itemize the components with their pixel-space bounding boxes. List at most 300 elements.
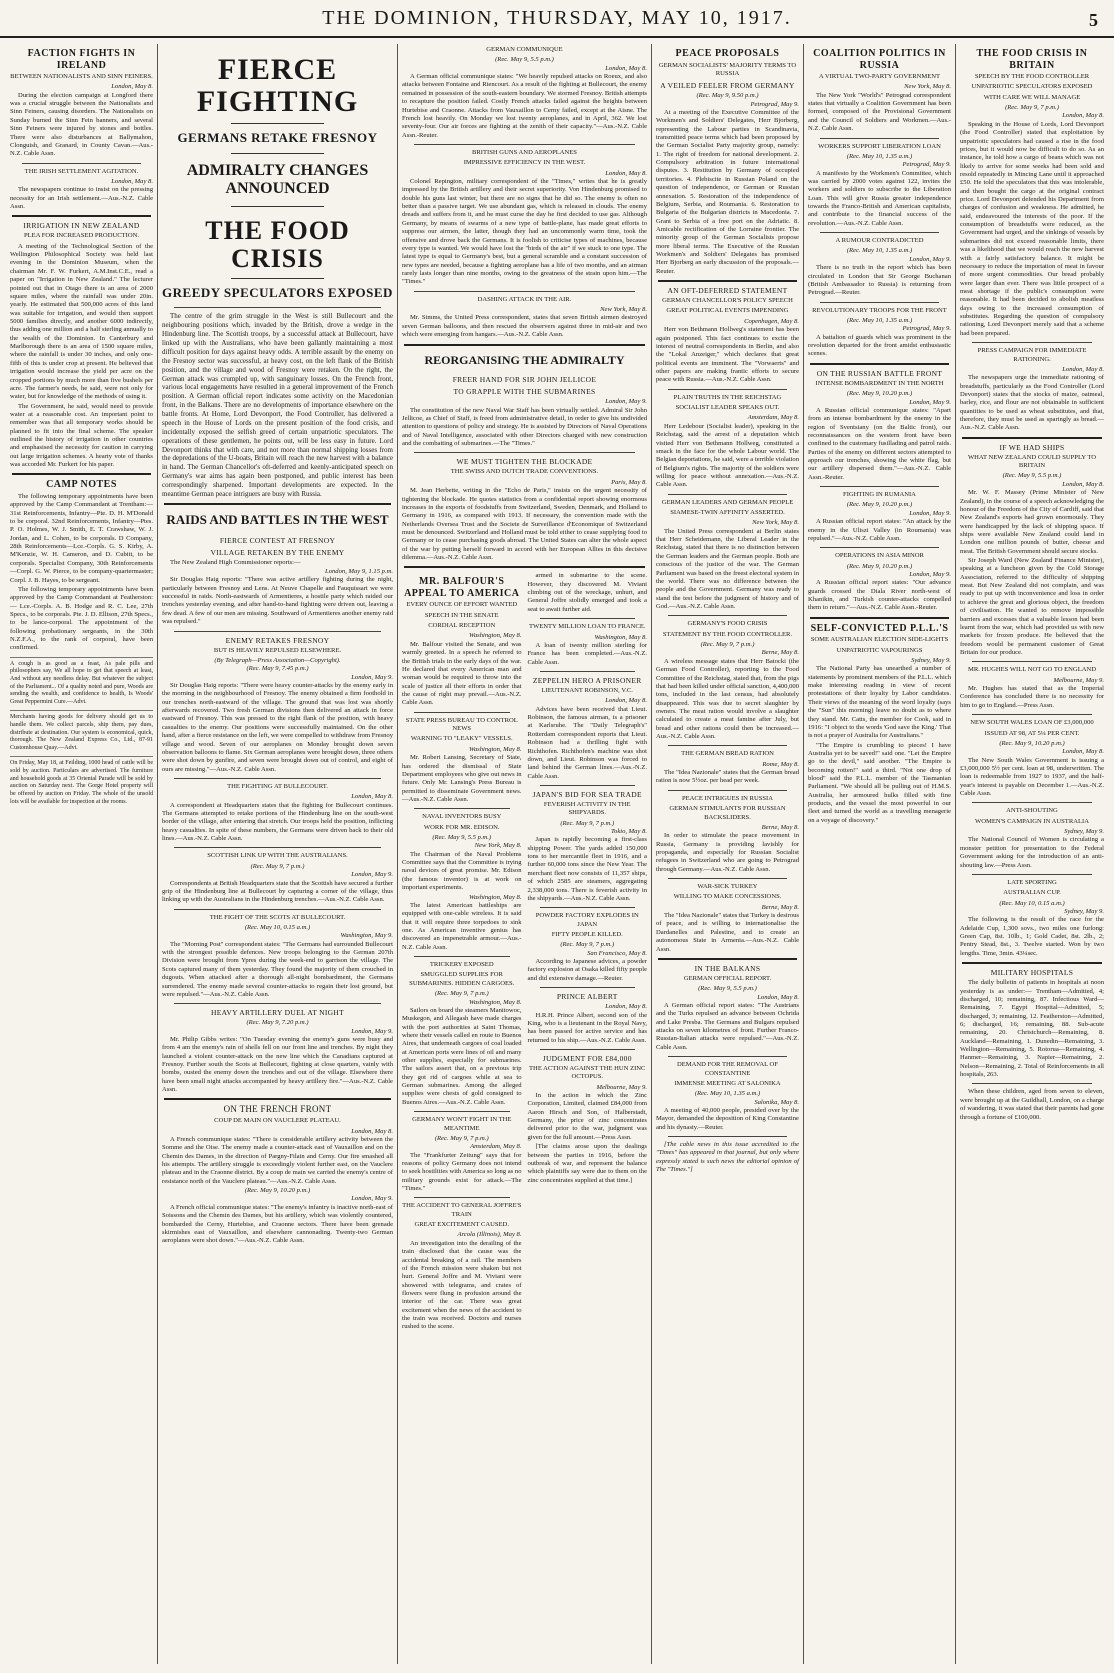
article-body: During the election campaign at Longford there was a crucial struggle between the Nationalists and Sinn Feiners, causing disorders. The Nationalists on Sunday burned the Sinn Fein banners, and several Sinn Feiners were injured by stones and bottles. There were also disturbances at Ballymahon, Clonguish, and Granard, in County Cavan.—Aus.-N.Z. Cable Assn. bbox=[10, 91, 153, 158]
subhead: TO GRAPPLE WITH THE SUBMARINES bbox=[453, 387, 596, 397]
dateline: Washington, May 8. bbox=[468, 632, 522, 640]
divider bbox=[820, 232, 939, 233]
headline: IRRIGATION IN NEW ZEALAND bbox=[23, 221, 140, 231]
divider bbox=[414, 712, 510, 713]
headline: REORGANISING THE ADMIRALTY bbox=[424, 352, 625, 367]
article-body: Sir Douglas Haig reports: "There were heavy counter-attacks by the enemy early in the morning in the neighbourhood of Fresnoy. The enemy obtained a firm foothold in our trenches north-eastward of the village. The ground that was lost was shortly afterwards recovered. Two fresh German divisions then delivered an attack in force eastward of Fresnoy. This was pressed to the right flank of the position, with heavy casualties to the enemy. Our positions were successfully maintained. On the other hand, after a fierce resistance on the left, we were compelled to withdraw from Fresnoy village and wood. Seven of our aeroplanes on Monday brought down seven observation balloons to flame. Six German aeroplanes were brought down, three others were shot down by gunfire, and seven were brought down out of control, and eight of ours are missing."—Aus.-N.Z. Cable Assn. bbox=[162, 682, 393, 773]
subhead: BETWEEN NATIONALISTS AND SINN FEINERS. bbox=[10, 73, 153, 80]
divider bbox=[972, 874, 1092, 875]
article-body: The constitution of the new Naval War Staff has been virtually settled. Admiral Sir John Jellicoe, as Chief of Staff, is freed from administrative detail, in order to give his undivided attention to questions of policy and strategy. He is assisted by Directors of Naval Operations and of Naval Intelligence, associated with other Directors charged with new construction and the combatting of submarines.—The "Times." bbox=[402, 406, 647, 448]
dateline: London, May 9, 1.15 p.m. bbox=[325, 568, 393, 576]
dateline: New York, May 8. bbox=[474, 842, 522, 850]
divider bbox=[668, 790, 787, 791]
subhead: FIGHTING IN RUMANIA bbox=[843, 491, 916, 499]
divider bbox=[231, 206, 323, 207]
dateline: London, May 9. bbox=[909, 255, 951, 263]
divider bbox=[972, 342, 1092, 343]
subhead: ANTI-SHOUTING bbox=[1006, 807, 1058, 815]
headline: AN OFT-DEFERRED STATEMENT bbox=[667, 286, 788, 296]
article-body: Mr. W. F. Massey (Prime Minister of New Zealand), in the course of a speech acknowledging the honour of the Freedom of the City of Cardiff, said that New Zealand's exports had grown enormously. They were handicapped by the lack of shipping space. If ships were available New Zealand could land in London one million pounds of butter, cheese and meat. The British Government should secure stocks. bbox=[960, 489, 1104, 555]
article-body: A loan of twenty million sterling for France has been completed.—Aus.-N.Z. Cable Assn. bbox=[527, 641, 647, 666]
divider bbox=[414, 1111, 510, 1112]
subhead: PRINCE ALBERT bbox=[556, 992, 618, 1002]
received-time: (Rec. May 9, 10.20 p.m.) bbox=[846, 501, 913, 509]
article-body: Sir Joseph Ward (New Zealand Finance Minister), speaking at a luncheon given by the Cold Storage Association, referred to the difficulty of shipping meat. But New Zealand did not complain, and was ready to put up with inconvenience and loss in order to achieve the great and glorious object, the freedom of civilisation. He wanted to remove impossible barriers and excesses that a valuable lesson had been learnt from the war, which had provided us with new markets for frozen produce. He believed that the freedom would be permanent customer of Great Britain for our produce. bbox=[960, 557, 1104, 656]
main-subhead: GREEDY SPECULATORS EXPOSED bbox=[162, 284, 393, 300]
subhead: JUDGMENT FOR £84,000 bbox=[542, 1053, 632, 1063]
subhead: WORK FOR MR. EDISON. bbox=[423, 823, 500, 831]
subhead: WILLING TO MAKE CONCESSIONS. bbox=[673, 893, 782, 901]
article-body: A German official communique states: "We heavily repulsed attacks on Roeux, and also attacks between Fontaine and Riencourt. As a result of the fighting at Bullecourt, the enemy remained in possession of the south-eastern boundary. We stormed Fresnoy. British attempts to recapture the position failed. Costly French attacks failed against the heights between Hurtebise and Craonne. Attacks from Vauxaillon to Cerny failed, except at the Aisne. The French lost heavily. On Monday we lost twenty aeroplanes, and in April, 362. We lost seventy-four. Our air forces are fighting at the zenith of their capacity."—Aus.-N.Z. Cable Assn.-Reuter. bbox=[402, 73, 647, 139]
received-time: (Rec. May 9, 7 p.m.) bbox=[560, 941, 615, 949]
advertisement: On Friday, May 18, at Feilding, 1000 head of cattle will be sold by auction. Particulars are advertised. The furniture and household goods at 35 Oriental Parade will be sold by auction on Saturday next. The Gorge Hotel property will be offered by auction on Friday. The whole of the unsold lots will be available for inspection at the rooms. bbox=[10, 756, 153, 806]
article-body: Advices have been received that Lieut. Robinson, the famous airman, is a prisoner at Karlsruhe. The "Daily Telegraph's" Rotterdam correspondent reports that Lieut. Robinson had a thrilling fight with Richthofen. Richthofen's machine was shot down, and Lieut. Robinson was forced to land behind the German lines.—Aus.-N.Z. Cable Assn. bbox=[527, 705, 647, 780]
received-time: (Rec. May 9, 7 p.m.) bbox=[700, 641, 755, 649]
divider bbox=[668, 615, 787, 616]
article-body: According to Japanese advices, a powder factory explosion at Osaka killed fifty people and did extensive damage.—Reuter. bbox=[527, 958, 647, 982]
dateline: London, May 8. bbox=[111, 83, 153, 91]
subhead: WOMEN'S CAMPAIGN IN AUSTRALIA bbox=[975, 817, 1089, 825]
dateline: Arcola (Illinois), May 8. bbox=[457, 1231, 522, 1239]
divider bbox=[404, 566, 645, 568]
divider bbox=[231, 153, 323, 154]
dateline: Sydney, May 9. bbox=[911, 656, 951, 664]
editorial-note: [The cable news in this issue accredited to the "Times" has appeared in that journal, but only where expressly stated is such news the editorial opinion of The "Times."] bbox=[656, 1141, 799, 1174]
subhead: WARNING TO "LEAKY" VESSELS. bbox=[410, 735, 513, 743]
divider bbox=[540, 1049, 636, 1050]
received-time: (Rec. May 9, 7 p.m.) bbox=[434, 1134, 489, 1142]
article-body: M. Jean Herbette, writing in the "Echo de Paris," insists on the urgent necessity of tightening the blockade. He quotes statistics from a confidential report showing enormous increases in the exports of foodstuffs from Switzerland, Sweden, Denmark, and Holland to Germany in 1916, as compared with 1913. If necessary, the convention made with the Netherlands Oversea Trust and the Societe de Surveillance d'Economique of Switzerland must be denounced. Switzerland and Holland must be told either to cease supplying food to Germany or to cease purchasing goods abroad. The United States can alter the whole aspect of the war by putting herself forward in accord with her European Allies in this decisive dilemma.—Aus.-N.Z. Cable Assn. bbox=[402, 487, 647, 562]
divider bbox=[414, 956, 510, 957]
subhead: LIEUTENANT ROBINSON, V.C. bbox=[541, 687, 633, 694]
divider bbox=[12, 215, 151, 217]
subhead: SPEECH BY THE FOOD CONTROLLER bbox=[974, 73, 1090, 80]
subhead: TWENTY MILLION LOAN TO FRANCE. bbox=[528, 623, 646, 631]
article-body: The New Zealand High Commissioner reports:— bbox=[170, 558, 301, 566]
article-body: The newspapers urge the immediate rationing of breadstuffs, particularly as the Food Controller (Lord Devonport) states that the stocks of maize, oatmeal, barley, rice, and flour are not obtainable in sufficient quantities to be used as wheat substitutes, and that, therefore, they must be used as sparingly as bread.—Aus.-N.Z. Cable Assn. bbox=[960, 374, 1104, 432]
subhead: THE FIGHTING AT BULLECOURT. bbox=[227, 782, 328, 790]
divider bbox=[540, 785, 636, 786]
received-time: (Rec. May 10, 0.15 a.m.) bbox=[999, 899, 1065, 907]
article-body: armed in submarine to the scene. However, they discovered M. Viviani climbing out of the wreckage, unhurt, and General Joffre stolidly emerged and took a seat to await further aid. bbox=[527, 572, 647, 613]
article-body: A Russian official report states: "An attack by the enemy in the Uliszi Valley (in Roumania) was repulsed."—Aus.-N.Z. Cable Assn. bbox=[808, 518, 951, 542]
dateline: Berne, May 8. bbox=[761, 649, 799, 657]
article-body: The following temporary appointments have been approved by the Camp Commandant at Featherston:— Lce.-Corpls. A. B. Hodge and R. C. Lee, 27th Specs., to be corporals. Pte. J. D. Ellison, 27th Specs., to be lance-corporal. The appointment of the following probationary sergeants, in the 30th N.Z.F.A., to the rank of corporal, have been confirmed. bbox=[10, 585, 153, 652]
subhead: A VIRTUAL TWO-PARTY GOVERNMENT bbox=[818, 73, 941, 80]
article-body: Speaking in the House of Lords, Lord Devonport (the Food Controller) stated that exploitation by unpatriotic speculators had caused a rise in the food prices, but it would now be difficult to do so. As an instance, he told how a cargo of beans which was not likely to arrive for some weeks had been sold and resold repeatedly in Mincing Lane until it approached £50. He told the speculators that this was intolerable, and then bought the cargo at the original contract price. Lord Devonport defended his Department from charges of confusion and weakness. He admitted, he said, endeavoured the interests of the poor. If the consumption of breadstuffs were reduced, as the Government had urged, and the sinkings of vessels by submarines did not exceed reasonable limits, there was a likelihood that we would reach the new harvest with a fairly satisfactory balance. It might be necessary to reduce the importation of meat in favour of more urgent commodities. Our bread probably were larger than ever. There was little prospect of a meat shortage if the public's consumption were reasonable. It had been decided to abolish meatless days owing to the increased consumption of substitutes. Regarding the question of compulsory rationing, Lord Devonport merely said that a scheme had been prepared. bbox=[960, 120, 1104, 337]
dateline: London, May 8. bbox=[1062, 748, 1104, 756]
dateline: London, May 8. bbox=[605, 64, 647, 72]
article-body: Mr. Hughes has stated that as the Imperial Conference has concluded there is no necessity for him to go to England.—Press Assn. bbox=[960, 685, 1104, 709]
received-time: (Rec. May 9, 7 p.m.) bbox=[250, 862, 305, 870]
dateline: New York, May 8. bbox=[752, 519, 799, 527]
article-body: The National Council of Women is circulating a monster petition for presentation to the Federal Government asking for the introduction of an anti-shouting law.—Press Assn. bbox=[960, 836, 1104, 869]
divider bbox=[658, 280, 797, 282]
article-body: [The claims arose upon the dealings between the parties in 1916, before the outbreak of war, and represent the balance which plaintiffs say were due to them on the zinc concentrates supplied at that time.] bbox=[527, 1143, 647, 1184]
dateline: Paris, May 8. bbox=[611, 478, 647, 486]
received-time: (Rec. May 9, 5.5 p.m.) bbox=[432, 834, 492, 842]
divider bbox=[164, 1098, 391, 1100]
article-body: The "Morning Post" correspondent states: "The Germans had surrounded Bullecourt with the strongest possible defences. New troops belonging to the German 207th Division were brought from Ypres during the week-end to garrison the village. The Scots captured many of them yesterday. They found the majority of them crouched in dugouts. When attacked after a thorough all-night bombardment, the Germans surrendered. The enemy made several counter-attacks to regain their lost ground, but were repulsed."—Aus.-N.Z. Cable Assn. bbox=[162, 940, 393, 998]
dateline: London, May 9. bbox=[351, 1027, 393, 1035]
divider bbox=[972, 714, 1092, 715]
article-body: A French communique states: "There is considerable artillery activity between the Somme and the Oise. The enemy made a counter-attack east of Vauxaillon and on the Chemin des Dames, in the direction of Pargny-Filain and Cerny. Our fire smashed all his attempts. The artillery struggle is exceedingly violent further east, on the Vauclere plateau and in the Craonne district. By a coup de main we carried the enemy's centre of resistance north of the Vauclere plateau."—Aus.-N.Z. Cable Assn. bbox=[162, 1135, 393, 1185]
divider bbox=[174, 909, 381, 910]
subhead: WHAT NEW ZEALAND COULD SUPPLY TO BRITAIN bbox=[967, 453, 1097, 470]
subhead: IMPRESSIVE EFFICIENCY IN THE WEST. bbox=[463, 159, 586, 167]
subhead: GERMAN STIMULANTS FOR RUSSIAN BACKSLIDERS. bbox=[669, 805, 786, 821]
byline: (By Telegraph—Press Association—Copyright). bbox=[214, 656, 341, 664]
received-time: (Rec. May 9, 10.20 p.m.) bbox=[846, 390, 913, 398]
article-body: The "Idea Nazionale" states that Turkey is desirous of peace, and is willing to internationalise the Dardanelles and Palestine, and to create an autonomous State in Armenia.—Aus.-N.Z. Cable Assn. bbox=[656, 912, 799, 953]
divider bbox=[810, 363, 949, 365]
article-body: At a meeting of the Executive Committee of the Workmen's and Soldiers' Delegates, Herr Bjorberg, representing the Labour parties in Scandinavia, transmitted peace terms which had been proposed by the German Socialist Party majority group, namely: 1. The right of freedom for national development. 2. Compulsory arbitration in future international disputes. 3. Restitution by Germany of occupied territories. 4. Plebiscite in Russian Poland on the question of independence, or German or Russian annexation. 5. Restoration of the independence of Belgium, Serbia, and Roumania. 6. Restoration to Bulgaria of the Bulgarian districts in Macedonia. 7. Grant to Serbia of a free port on the Adriatic. 8. Amicable rectification of the Lorraine frontier. The minority group of the German Socialists propose more liberal terms. The Executive of the Russian Workmen's and Soldiers' Delegates has promised Herr Bjorberg an early discussion of the proposals.—Reuter. bbox=[656, 108, 799, 275]
article-body: The latest American battleships are equipped with one-cable wireless. It is said that it will require three torpedoes to sink one. As American inventive genius has discovered an impenetrable armour.—Aus.-N.Z. Cable Assn. bbox=[402, 901, 522, 951]
divider bbox=[962, 962, 1102, 964]
divider bbox=[540, 671, 636, 672]
main-headline: FIERCE FIGHTING bbox=[196, 53, 359, 118]
received-time: (Rec. May 9, 5.5 p.m.) bbox=[698, 985, 757, 993]
subhead: UNPATRIOTIC VAPOURINGS bbox=[836, 646, 923, 654]
divider bbox=[668, 494, 787, 495]
article-body: The United Press correspondent at Berlin states that Herr Scheidemann, the Liberal Leader in the Reichstag, stated that there is no distinction between the German leaders and the German people. Both are conscious of the justice of the war. The German Parliament was based on the freest electoral system in the world. There was no difference between the people and the Government. Germany was ready to stand the test before the judgment of history and of God.—Aus.-N.Z. Cable Assn. bbox=[656, 527, 799, 610]
article-body: Herr von Bethmann Hollweg's statement has been again postponed. This fact continues to excite the interest of neutral correspondents in Berlin, and also the "Lokal Anzeiger," which declares that great political events are imminent. The "Vorwaerts" and other papers are making frantic efforts to secure peace with Russia.—Aus.-N.Z. Cable Assn. bbox=[656, 326, 799, 384]
subhead: PEACE INTRIGUES IN RUSSIA bbox=[681, 794, 774, 802]
sub-column-left bbox=[402, 572, 522, 1332]
subhead: GREAT POLITICAL EVENTS IMPENDING bbox=[666, 307, 789, 315]
subhead: GERMAN COMMUNIQUE bbox=[486, 46, 563, 53]
subhead: GERMAN OFFICIAL REPORT. bbox=[683, 974, 772, 982]
subhead: FIERCE CONTEST AT FRESNOY bbox=[219, 535, 336, 545]
received-time: (Rec. May 9, 5.5 p.m.) bbox=[1002, 472, 1062, 480]
dateline: Salonika, May 8. bbox=[754, 1098, 799, 1106]
dateline: London, May 8. bbox=[351, 1127, 393, 1135]
divider bbox=[231, 278, 323, 279]
received-time: (Rec. May 10, 1.35 a.m.) bbox=[846, 316, 913, 324]
article-body: Mr. Balfour visited the Senate, and was warmly greeted. In a speech he referred to the British trials in the early days of the war. He declared that every American man and woman would be required to throw into the scale of justice all their efforts in order that the cause of right may prevail.—Aus.-N.Z. Cable Assn. bbox=[402, 640, 522, 707]
subhead: WE MUST TIGHTEN THE BLOCKADE bbox=[456, 457, 593, 467]
received-time: (Rec. May 9, 10.20 p.m.) bbox=[846, 562, 913, 570]
divider bbox=[414, 144, 635, 145]
dateline: London, May 8. bbox=[1062, 112, 1104, 120]
article-body: Sir Douglas Haig reports: "There was active artillery fighting during the night, particularly between Fresnoy and Lens. At Neuve Chapelle and Fauquissart we were successful in raids. North-eastwards of Armentieres, a hostile party which raided our trenches yesterday evening, and after hand-to-hand fighting were driven out, leaving a few dead. A few of our men are missing. Southward of Armentieres another enemy raid was repulsed." bbox=[162, 576, 393, 626]
dateline: London, May 9. bbox=[909, 398, 951, 406]
divider bbox=[174, 847, 381, 848]
dateline: Petrograd, May 9. bbox=[902, 161, 951, 169]
article-body: A Russian official report states: "Our advance guards crossed the Diala River north-west of Khanikin, and Turkish counter-attacks compelled them to return."—Aus.-N.Z. Cable Assn.-Reuter. bbox=[808, 579, 951, 612]
subhead: GERMAN SOCIALISTS' MAJORITY TERMS TO RUSSIA bbox=[658, 61, 797, 77]
column-2 bbox=[158, 44, 398, 1664]
article-body: The New York "World's" Petrograd correspondent states that virtually a Coalition Government has been formed, composed of the Provisional Government and the Council of Soldiers and Workmen.—Aus.-N.Z. Cable Assn. bbox=[808, 91, 951, 133]
received-time: (Rec. May 9, 5.5 p.m.) bbox=[495, 56, 554, 64]
subhead: SOME AUSTRALIAN ELECTION SIDE-LIGHTS bbox=[810, 636, 949, 644]
subhead: FREER HAND FOR SIR JOHN JELLICOE bbox=[452, 375, 597, 385]
dateline: Berne, May 8. bbox=[761, 823, 799, 831]
subhead: INTENSE BOMBARDMENT IN THE NORTH bbox=[815, 379, 944, 387]
subhead: MR. HUGHES WILL NOT GO TO ENGLAND bbox=[967, 666, 1097, 674]
article-body: The Chairman of the Naval Problems Committee says that the Committee is trying naval devices of great promise. Mr. Edison (the famous inventor) is at work on important experiments. bbox=[402, 850, 522, 892]
subhead: SIAMESE-TWIN AFFINITY ASSERTED. bbox=[670, 509, 785, 517]
subhead: ISSUED AT 98, AT 5¼ PER CENT. bbox=[984, 729, 1080, 737]
subhead: IMMENSE MEETING AT SALONIKA bbox=[674, 1079, 781, 1087]
received-time: (Rec. May 10, 1.35 a.m.) bbox=[694, 1090, 761, 1098]
received-time: (Rec. May 9, 7 p.m.) bbox=[1005, 104, 1059, 112]
dateline: London, May 9. bbox=[605, 398, 647, 406]
divider bbox=[820, 486, 939, 487]
subhead: WAR-SICK TURKEY bbox=[697, 883, 758, 891]
dateline: Copenhagen, May 8. bbox=[744, 317, 799, 325]
divider bbox=[820, 547, 939, 548]
article-body: In the action in which the Zinc Corporation, Limited, claimed £84,000 from Aaron Hirsch and Son, of Halberstadt, Germany, the price of zinc concentrates delivered prior to the war, judgment was given for the full amount.—Press Assn. bbox=[527, 1092, 647, 1141]
subhead: GERMAN LEADERS AND GERMAN PEOPLE bbox=[661, 498, 794, 506]
subhead: GERMANY'S FOOD CRISIS bbox=[687, 620, 768, 628]
masthead-title: THE DOMINION, THURSDAY, MAY 10, 1917. bbox=[322, 6, 792, 29]
dateline: Amsterdam, May 8. bbox=[747, 414, 799, 422]
received-time: (Rec. May 9, 10.20 p.m.) bbox=[999, 739, 1065, 747]
article-body: H.R.H. Prince Albert, second son of the King, who is a lieutenant in the Royal Navy, has been passed for active service and has returned to his ship.—Aus.-N.Z. Cable Assn. bbox=[527, 1011, 647, 1044]
article-body: A manifesto by the Workmen's Committee, which was carried by 2000 votes against 122, invites the workers and soldiers to subscribe to the Liberation Loan. This will give Russia greater independence towards the Franco-British and American capitalists, and contribute to the financial success of the revolution.—Aus.-N.Z. Cable Assn. bbox=[808, 169, 951, 227]
headline: COALITION POLITICS IN RUSSIA bbox=[813, 48, 946, 71]
divider bbox=[174, 1003, 381, 1004]
article-body: A Russian official communique states: "Apart from an intense bombardment by the enemy in the region of Sventsiany (on the Baltic front), our reconnaissances on the western front have been confined to the customary fusillading and patrol raids. Parties of the enemy on different sectors attempted to approach our trenches, showing the white flag, but our artillery dispersed them."—Aus.-N.Z. Cable Assn.-Reuter. bbox=[808, 406, 951, 481]
subhead: PLEA FOR INCREASED PRODUCTION. bbox=[23, 232, 140, 240]
subhead: POWDER FACTORY EXPLODES IN JAPAN bbox=[535, 912, 639, 928]
subhead: THE IRISH SETTLEMENT AGITATION. bbox=[24, 167, 139, 175]
dateline: Washington, May 8. bbox=[468, 998, 522, 1006]
divider bbox=[540, 987, 636, 988]
article-body: A German official report states: "The Austrians and the Turks repulsed an advance between Ochrida and Lake Presba. The Germans and Bulgars repulsed attacks on seven kilometres of front. Further Franco-Russian-Italian attacks were repulsed."—Aus.-N.Z. Cable Assn. bbox=[656, 1002, 799, 1051]
article-body: Mr. Philip Gibbs writes: "On Tuesday evening the enemy's guns were busy and from 4 am the enemy's rain of shells fell on our front line and trenches. By night they launched a violent counter-attack on the new line which the Canadians captured at Fresnoy. Further south the Scots at Bullecourt, fighting at close quarters, vainly with bombs, ousted the enemy down the trenches and out of the village. Elsewhere there have been small night attacks accompanied by heavy artillery fire."—Aus.-N.Z. Cable Assn. bbox=[162, 1035, 393, 1094]
subhead: GERMAN CHANCELLOR'S POLICY SPEECH bbox=[662, 297, 793, 305]
divider bbox=[962, 437, 1102, 439]
subhead: THE ACCIDENT TO GENERAL JOFFRE'S TRAIN bbox=[402, 1202, 522, 1218]
divider bbox=[668, 745, 787, 746]
divider bbox=[174, 307, 381, 308]
divider bbox=[414, 1197, 510, 1198]
dateline: London, May 8. bbox=[1062, 365, 1104, 373]
main-subhead: GERMANS RETAKE FRESNOY bbox=[177, 130, 378, 145]
subhead: EVERY OUNCE OF EFFORT WANTED bbox=[406, 601, 518, 609]
masthead bbox=[0, 0, 1114, 38]
dateline: Sydney, May 9. bbox=[1064, 828, 1104, 836]
dateline: London, May 9. bbox=[351, 673, 393, 681]
dateline: London, May 8. bbox=[605, 1003, 647, 1011]
advertisement: Merchants having goods for delivery should get us to handle them. We collect parcels, ship them, pay dues, distribute at destination. Our system is economical, quick, thorough. The New Zealand Express Co., Ltd., 87-91 Customhouse Quay.—Advt. bbox=[10, 710, 153, 752]
article-body: The newspapers continue to insist on the pressing necessity for an Irish settlement.—Aus.-N.Z. Cable Assn. bbox=[10, 186, 153, 211]
subhead: AUSTRALIAN CUP. bbox=[1003, 889, 1061, 897]
subhead: NEW SOUTH WALES LOAN OF £3,000,000 bbox=[970, 719, 1094, 727]
article-body: The "Frankfurter Zeitung" says that for reasons of policy Germany does not intend to seek hostilities with America so long as no military grounds exist for attack.—The "Times." bbox=[402, 1151, 522, 1193]
article-body: A French official communique states: "The enemy's infantry is inactive north-east of Soissons and the Chemin des Dames, but his artillery, which was violently countered, bombarded the Cerny, Hurtebise, and Craonne sectors. There have been grenade skirmishes east of Vauxaillon, and elsewhere cannonading. Twenty-two German aeroplanes were shot down."—Aus.-N.Z. Cable Assn. bbox=[162, 1203, 393, 1245]
divider bbox=[404, 344, 645, 346]
subhead: SOCIALIST LEADER SPEAKS OUT. bbox=[675, 404, 780, 412]
divider bbox=[174, 778, 381, 779]
split-section bbox=[402, 572, 647, 1332]
divider bbox=[22, 163, 141, 164]
dateline: Sydney, May 9. bbox=[1064, 907, 1104, 915]
article-body: The following temporary appointments have been approved by the Camp Commandant at Trentham:— 31st Reinforcements, Infantry—Pte. D. H. M'Donald to be corporal. 32nd Reinforcements, Infantry—Ptes. P. O. Holmes, W. J. Smith, E. T. Crawshaw, W. J. Jordan, and L. Cohen, to be corporals. D Company, 28th Reinforcements—Lce.-Corpls. G. S. Kirby, A. M'Kenzie, W. H. Cameron, and D. Cubitt, to be corporals. Specialist Company, 30th Reinforcements—Corpl. G. W. Pierce, to be company-quartermaster; Corpl. J. B. Hayes, to be sergeant. bbox=[10, 492, 153, 584]
article-body: The "Idea Nazionale" states that the German bread ration is now 5½oz. per head per week. bbox=[656, 769, 799, 785]
divider bbox=[820, 138, 939, 139]
received-time: (Rec. May 9, 9.50 p.m.) bbox=[696, 92, 759, 100]
subhead: FEVERISH ACTIVITY IN THE SHIPYARDS. bbox=[543, 800, 631, 817]
subhead: STATE PRESS BUREAU TO CONTROL NEWS bbox=[405, 716, 518, 733]
received-time: (Rec. May 9, 10.20 p.m.) bbox=[244, 1187, 311, 1195]
subhead: WITH CARE WE WILL MANAGE bbox=[983, 93, 1081, 101]
article-body: The following is the result of the race for the Adelaide Cup, 1,300 sovs., two miles one furlong: Green Cap, 8st. 10lb., 1; Gold Cadet, 8st. 2lb., 2; Pentry Stead, 8st., 3. Twelve started. Won by two lengths. Time, 3min. 43¼sec. bbox=[960, 916, 1104, 957]
subhead: HEAVY ARTILLERY DUEL AT NIGHT bbox=[211, 1008, 344, 1018]
dateline: London, May 8. bbox=[1062, 480, 1104, 488]
divider bbox=[668, 1136, 787, 1137]
subhead: STATEMENT BY THE FOOD CONTROLLER. bbox=[662, 630, 793, 638]
headline: IF WE HAD SHIPS bbox=[999, 442, 1065, 452]
subhead: THE SWISS AND DUTCH TRADE CONVENTIONS. bbox=[450, 468, 599, 476]
article-body: An investigation into the derailing of the train disclosed that the cause was the accidental breaking of a rail. The members of the French mission were shaken but not hurt. General Joffre and M. Viviani were showered with telegrams, and crates of flowers were flung in profusion around the interior of the car. There was great excitement when the news of the accident to the train was received. Doctors and nurses rushed to the scene. bbox=[402, 1239, 522, 1331]
received-time: (Rec. May 10, 1.35 a.m.) bbox=[846, 247, 913, 255]
column-3 bbox=[398, 44, 652, 1664]
dateline: London, May 8. bbox=[605, 169, 647, 177]
subhead: A RUMOUR CONTRADICTED bbox=[835, 237, 924, 245]
article-body: Colonel Repington, military correspondent of the "Times," writes that he is greatly impressed by the British artillery and their secret superiority. Von Hindenburg promised to double his guns last winter, but there are no signs that he did so. The enemy is often no better than a passive target. We use abundant gas, which is released in clouds. The enemy dreads and suffers from it, and he must curse the day he first decided to use gas. Although Germany, by means of swarms of a new type of battle-plane, has made great efforts to suppress our airmen, the latter, though they had an uncommonly warm time, took the offensive and drove back the Germans. It is foolish to criticise types of machines, because every type is wanted. We would have lost the "birds of the air" if we stuck to one type. The latest type is equal to Germany's best, but a general scramble and a constant succession of new types are needed, because a fighting aeroplane has a life of two months, and an airman rarely lasts longer than nine months, owing to the greatness of the strain upon him.—The "Times." bbox=[402, 178, 647, 286]
subhead: OPERATIONS IN ASIA MINOR bbox=[835, 552, 924, 560]
article-body: A battalion of guards which was prominent in the revolution departed for the front amidst enthusiastic scenes. bbox=[808, 333, 951, 358]
divider bbox=[810, 617, 949, 619]
dateline: San Francisco, May 8. bbox=[587, 949, 647, 957]
dateline: London, May 8. bbox=[111, 177, 153, 185]
article-body: "The Empire is crumbling to pieces! I have Australia yet to be saved!" said one. "Let the Empire go to the devil," said another. "The Empire is becoming rotten!" said a third. "Not one drop of blood" said the P.L.L. member of the Tasmanian Parliament. "We should all be pulling out of H.M.S. Australia, her armoured hulks filled with fine products, and the vessel the most powerful in our fleet and turned the world as a travelling menagerie on a voyage of discovery." bbox=[808, 741, 951, 824]
dateline: London, May 8. bbox=[351, 793, 393, 801]
article-body: Herr Ledebour (Socialist leader), speaking in the Reichstag, said the arrest of a deputation which visited Herr von Bethmann Hollweg, constituted a smack in the face for the whole Labour world. The Belgian deportations, he said, were a terrible violation of Belgium's rights. The majority of the soldiers were willing for peace without annexation.—Aus.-N.Z. Cable Assn. bbox=[656, 422, 800, 489]
dateline: Petrograd, May 9. bbox=[750, 100, 799, 108]
subhead: THE FIGHT OF THE SCOTS AT BULLECOURT. bbox=[209, 913, 346, 921]
subhead: CORDIAL RECEPTION bbox=[428, 622, 496, 630]
divider bbox=[231, 123, 323, 124]
divider bbox=[12, 473, 151, 475]
article-body: Japan is rapidly becoming a first-class shipping Power. The yards added 150,000 tons to her mercantile fleet in 1916, and a further 60,000 tons since the New Year. The merchant fleet now consists of 11,357 ships, of which 2585 are steamers, aggregating 2,338,000 tons. There is feverish activity in the shipyards.—Aus.-N.Z. Cable Assn. bbox=[527, 836, 647, 902]
article-body: The New South Wales Government is issuing a £3,000,000 5½ per cent. loan at 98, underwritten. The loan is redeemable from 1927 to 1937, and the half-year's interest is payable on December 1.—Aus.-N.Z. Cable Assn. bbox=[960, 756, 1104, 798]
subhead: LATE SPORTING bbox=[1007, 878, 1057, 886]
divider bbox=[414, 452, 635, 453]
dateline: Washington, May 8. bbox=[468, 893, 522, 901]
dateline: London, May 8. bbox=[605, 697, 647, 705]
divider bbox=[540, 618, 636, 619]
article-body: When these children, aged from seven to eleven, were brought up at the Guildhall, London, on a charge of wandering, it was stated that their parents had gone through a fortune of £100,000. bbox=[960, 1088, 1104, 1121]
dateline: London, May 9. bbox=[351, 1195, 393, 1203]
dateline: Amsterdam, May 8. bbox=[470, 1143, 522, 1151]
subhead: UNPATRIOTIC SPECULATORS EXPOSED bbox=[971, 83, 1093, 91]
divider bbox=[972, 1083, 1092, 1084]
subhead: NAVAL INVENTORS BUSY bbox=[422, 813, 502, 821]
article-body: The daily bulletin of patients in hospitals at noon yesterday is as under:— Trentham—Admitted, 4; discharged, 10; remaining, 87. Infectious Ward—Remaining, 7. Egypt Hospital—Admitted, 5; discharged, 3; remaining, 12. Featherston—Admitted, 6; discharged, 16; remaining, 88. Sub-acute remaining, 20. Christchurch—Remaining, 8. Auckland—Remaining, 1. Dunedin—Remaining, 3. Wellington—Remaining, 5. Rotorua—Remaining, 4. Hanmer—Remaining, 3. Napier—Remaining, 2. Nelson—Remaining, 2. Total of Reinforcements in all hospitals, 263. bbox=[960, 979, 1104, 1079]
divider bbox=[414, 808, 510, 809]
article-body: Sailors on board the steamers Manitowoc, Muskegon, and Allegash have made charges with the port authorities at Saint Thomas, where their vessels called en route to Buenos Aires, that underneath cargoes of coal loaded at American ports were lines of oil and many other supplies, especially for submarines. The sailors assert that, on a previous trip they got rid of cargoes while at sea to German submarines. Among the alleged supplies were chests of gold consigned to Buenos Aires.—Aus.-N.Z. Cable Assn. bbox=[402, 1006, 522, 1106]
dateline: Petrograd, May 9. bbox=[902, 325, 951, 333]
divider bbox=[164, 503, 391, 505]
subhead: WORKERS SUPPORT LIBERATION LOAN bbox=[818, 142, 941, 150]
dateline: New York, May 8. bbox=[904, 83, 951, 91]
dateline: Berne, May 8. bbox=[761, 903, 799, 911]
dateline: Rome, May 8. bbox=[762, 760, 799, 768]
article-body: Mr. Robert Lansing, Secretary of State, has ordered the dismissal of State Department employees who give out news in future. Only Mr. Lansing's Press Bureau is permitted to disseminate Government news.—Aus.-N.Z. Cable Assn. bbox=[402, 754, 522, 803]
subhead: COUP DE MAIN ON VAUCLERE PLATEAU. bbox=[214, 1117, 341, 1125]
headline: ON THE FRENCH FRONT bbox=[223, 1104, 332, 1115]
headline: THE FOOD CRISIS IN BRITAIN bbox=[976, 48, 1088, 71]
main-headline: THE FOOD CRISIS bbox=[205, 216, 350, 273]
subhead: PRESS CAMPAIGN FOR IMMEDIATE RATIONING. bbox=[977, 347, 1087, 363]
page-number: 5 bbox=[1089, 10, 1100, 30]
divider bbox=[414, 291, 635, 292]
headline: CAMP NOTES bbox=[46, 479, 117, 491]
subhead: GERMANY WON'T FIGHT IN THE MEANTIME bbox=[412, 1116, 512, 1132]
divider bbox=[658, 958, 797, 960]
divider bbox=[668, 1056, 787, 1057]
dateline: Tokio, May 8. bbox=[610, 828, 647, 836]
article-body: A correspondent at Headquarters states that the fighting for Bullecourt continues. The Germans attempted to retake portions of the Hindenburg line on the south-west border of the village, after entering that stretch. Our troops held the position, inflicting heavy casualties. In spite of these numbers, the Germans were driven back to their old lines.—Aus.-N.Z. Cable Assn. bbox=[162, 801, 393, 843]
subhead: THE ACTION AGAINST THE HUN ZINC OCTOPUS. bbox=[529, 1064, 646, 1081]
headline: IN THE BALKANS bbox=[694, 963, 761, 973]
subhead: VILLAGE RETAKEN BY THE ENEMY bbox=[210, 547, 345, 557]
divider bbox=[174, 631, 381, 632]
article-body: The Government, he said, would need to provide water at a reasonable cost. An important point to remember was that all temporary works should be planned to fit into the final scheme. The speaker outlined the history of irrigation in other countries and emphasised the necessity for caution in carrying out large irrigation schemes. A hearty vote of thanks was accorded Mr. Furkert for his paper. bbox=[10, 402, 153, 469]
subhead: ZEPPELIN HERO A PRISONER bbox=[532, 676, 642, 685]
column-1 bbox=[6, 44, 158, 1664]
subhead: SCOTTISH LINK UP WITH THE AUSTRALIANS. bbox=[207, 852, 348, 860]
headline: PEACE PROPOSALS bbox=[675, 48, 780, 59]
article-body: A meeting of 40,000 people, presided over by the Mayor, demanded the deposition of King Constantine and his dynasty.—Reuter. bbox=[656, 1106, 799, 1131]
dateline: London, May 9. bbox=[351, 871, 393, 879]
headline: MILITARY HOSPITALS bbox=[990, 968, 1074, 978]
dateline: London, May 9. bbox=[909, 570, 951, 578]
subhead: DASHING ATTACK IN THE AIR. bbox=[477, 295, 572, 303]
divider bbox=[820, 302, 939, 303]
subhead: SMUGGLED SUPPLIES FOR SUBMARINES. HIDDEN CARGOES. bbox=[409, 971, 515, 987]
subhead: PLAIN TRUTHS IN THE REICHSTAG bbox=[673, 393, 782, 401]
article-body: There is no truth in the report which has been circulated in London that Sir George Buchanan (British Ambassador to Russia) is returning from Petrograd.—Reuter. bbox=[808, 264, 951, 297]
received-time: (Rec. May 9, 7 p.m.) bbox=[560, 819, 615, 827]
received-time: (Rec. May 10, 0.15 a.m.) bbox=[244, 923, 311, 931]
column-5 bbox=[804, 44, 956, 1664]
subhead: DEMAND FOR THE REMOVAL OF CONSTANTINE bbox=[677, 1061, 778, 1077]
column-4 bbox=[652, 44, 804, 1664]
divider bbox=[668, 878, 787, 879]
article-body: A meeting of the Technological Section of the Wellington Philosophical Society was held last evening in the Dominion Museum, when the chairman Mr. F. W. Furkert, A.M.Inst.C.E., read a paper on "Irrigation in New Zealand." The lecturer pointed out that in Otago there is an area of 2000 square miles, where the rainfall was under 20in. yearly. He estimated that 500,000 acres of this land was suitable for irrigation, and would then support 5000 families directly, and another 6000 indirectly, thus adding one million and a half sterling annually to the wealth of the Dominion. In Canterbury and Marlborough there is an area of 1500 square miles, where the rainfall is under 30 inches, and only one-fifth of this is under crop at present. He believed that irrigation would increase the yield per acre on the cropped portions by much more than five bushels per acre. The farmer's needs, he said, were not only for water, but for knowledge of the methods of using it. bbox=[10, 242, 153, 401]
article-body: Mr. Simms, the United Press correspondent, states that seven British airmen destroyed seven German balloons, and then rescued the observers against three in mid-air and two which were emerging from hangars.—Aus.-N.Z. Cable Assn. bbox=[402, 314, 647, 339]
headline: SELF-CONVICTED P.L.L.'S bbox=[810, 622, 949, 634]
subhead: BRITISH GUNS AND AEROPLANES bbox=[472, 148, 577, 156]
dateline: Melbourne, May 9. bbox=[1053, 676, 1104, 684]
subhead: TRICKERY EXPOSED bbox=[429, 961, 494, 969]
received-time: (Rec. May 10, 1.35 a.m.) bbox=[846, 152, 913, 160]
dateline: New York, May 8. bbox=[600, 306, 647, 314]
columns bbox=[6, 44, 1108, 1664]
received-time: (Rec. May 9, 7.45 p.m.) bbox=[246, 665, 309, 673]
received-time: (Rec. May 9, 7 p.m.) bbox=[434, 990, 489, 998]
subhead: SPEECH IN THE SENATE bbox=[424, 611, 499, 619]
subhead: ENEMY RETAKES FRESNOY bbox=[225, 635, 330, 645]
article-body: Correspondents at British Headquarters state that the Scottish have secured a further grip of the Hindenburg line at Bullecourt by capturing a corner of the village, thus linking up with the Australians in the Hindenburg trenches.—Aus.-N.Z. Cable Assn. bbox=[162, 879, 393, 904]
dateline: London, May 9. bbox=[909, 509, 951, 517]
dateline: Washington, May 9. bbox=[340, 932, 393, 940]
divider bbox=[972, 802, 1092, 803]
headline: RAIDS AND BATTLES IN THE WEST bbox=[166, 511, 389, 527]
divider bbox=[540, 907, 636, 908]
headline: MR. BALFOUR'S APPEAL TO AMERICA bbox=[404, 576, 520, 599]
dateline: Melbourne, May 9. bbox=[596, 1083, 647, 1091]
dateline: London, May 8. bbox=[757, 993, 799, 1001]
advertisement: A cough is as good as a feast, As pale pills and philosophers say, We all hope to get that speech at least, And without any needless delay. But whatever the subject of the Parliament... Of a quality noted and pure, Woods are sending the wealth, and confidence to health, Is Woods' Great Peppermint Cure.—Advt. bbox=[10, 657, 153, 707]
subhead: FIFTY PEOPLE KILLED. bbox=[551, 930, 623, 938]
summary-body: The centre of the grim struggle in the West is still Bullecourt and the neighbouring positions which, invaded by the British, drove a wedge in the Hindenburg line. The Scottish troops, by a successful attack at Bullecourt, have linked up with the Australians, who have been gallantly maintaining a most difficult position for days against heavy odds. A terrible assault by the enemy on the Fresnoy sector was successful, at heavy cost, on the left flank of the British position, and the village and wood of Fresnoy were retaken. On the right, the German attack was crumpled up, with sanguinary losses. On the French front, various local engagements have resulted in a general improvement of the French position. A German official report indicates some activity on the Macedonian front, in the Balkans. There are no developments of importance elsewhere on the battle fronts. At Home, Lord Devonport, the Food Controller, has delivered a speech in the House of Lords on the present position of the food crisis, and incidentally exposed the selfish greed of certain unpatriotic speculators. The operations of these gentlemen, he points out, will be less easy in future. Lord Devonport thinks that with care, and not more than normal shipping losses from the depredations of the U-boats, Britain will reach the new harvest with a balance in hand. The German Chancellor's oft-deferred and keenly-anticipated speech on Germany's war aims has again been postponed, and public interest has been correspondingly sharpened. Important developments are expected. In the meantime German peace intriguers are busy with Russia. bbox=[162, 312, 393, 498]
